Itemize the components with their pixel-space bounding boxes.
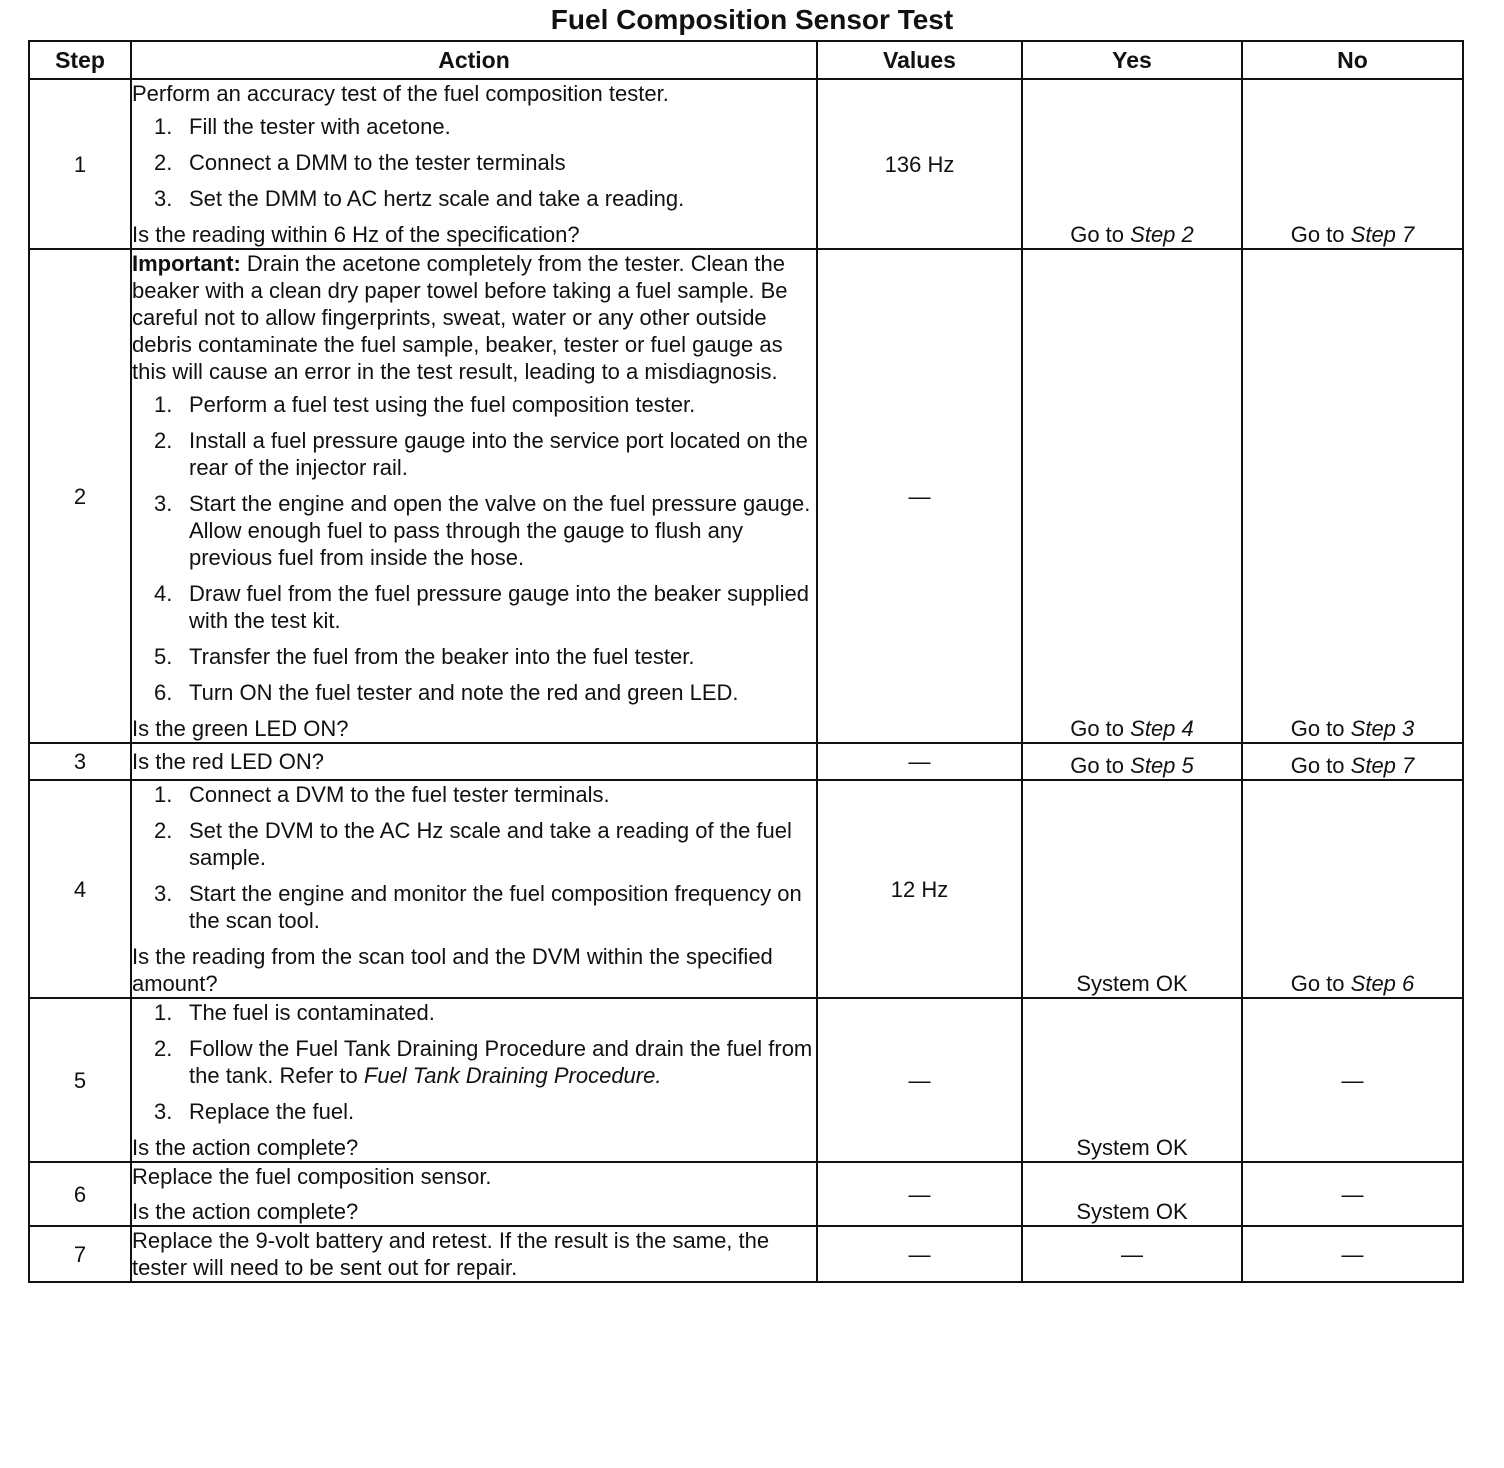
- list-item: 2. Install a fuel pressure gauge into the service port located on the rear of the injector rail.: [154, 428, 808, 480]
- table-row: [29, 743, 1463, 780]
- no-cell: —: [1242, 1226, 1463, 1282]
- step-link: Step 7: [1350, 753, 1415, 778]
- action-question: Is the reading from the scan tool and the DVM within the specified amount?: [132, 944, 773, 996]
- step-number: 1: [29, 79, 131, 249]
- yes-cell[interactable]: System OK: [1022, 780, 1242, 998]
- list-item: 3. Start the engine and monitor the fuel composition frequency on the scan tool.: [154, 881, 802, 933]
- action-list: [132, 781, 816, 934]
- list-item: 1. Fill the tester with acetone.: [154, 114, 451, 139]
- list-item: 5. Transfer the fuel from the beaker into the fuel tester.: [154, 644, 695, 669]
- value-cell: —: [817, 743, 1022, 780]
- step-link: Step 4: [1130, 716, 1194, 741]
- value-cell: —: [817, 1226, 1022, 1282]
- list-item: 2. Set the DVM to the AC Hz scale and take a reading of the fuel sample.: [154, 818, 792, 870]
- table-row: [29, 79, 1463, 249]
- value-cell: 12 Hz: [817, 780, 1022, 998]
- header-action: Action: [131, 41, 817, 79]
- no-cell: —: [1242, 998, 1463, 1162]
- action-question: Is the reading within 6 Hz of the specification?: [132, 222, 580, 247]
- no-cell[interactable]: Go to Step 7: [1242, 79, 1463, 249]
- list-item: 1. Connect a DVM to the fuel tester terminals.: [154, 782, 610, 807]
- action-question: Is the action complete?: [132, 1199, 359, 1224]
- list-item: 2. Connect a DMM to the tester terminals: [154, 150, 566, 175]
- step-link: Step 3: [1350, 716, 1415, 741]
- table-row: [29, 1226, 1463, 1282]
- no-cell[interactable]: Go to Step 3: [1242, 249, 1463, 743]
- action-intro: Replace the 9-volt battery and retest. If the result is the same, the tester will need to be sent out for repair.: [132, 1228, 770, 1280]
- important-note: Important: Drain the acetone completely from the tester. Clean the beaker with a clean dry paper towel before taking a fuel sample. Be careful not to allow fingerprints, sweat, water or any other outside debris contaminate the fuel sample, beaker, tester or fuel gauge as this will cause an error in the test result, leading to a misdiagnosis.: [132, 251, 788, 384]
- list-item: 3. Start the engine and open the valve on the fuel pressure gauge. Allow enough fuel to pass through the gauge to flush any previous fuel from inside the hose.: [154, 491, 811, 570]
- list-item: 2. Follow the Fuel Tank Draining Procedure and drain the fuel from the tank. Refer to Fuel Tank Draining Procedure.: [154, 1036, 813, 1088]
- diagnostic-table: [28, 40, 1464, 1283]
- action-cell: [131, 998, 817, 1162]
- no-cell[interactable]: Go to Step 6: [1242, 780, 1463, 998]
- list-item: 4. Draw fuel from the fuel pressure gauge into the beaker supplied with the test kit.: [154, 581, 810, 633]
- header-step: Step: [29, 41, 131, 79]
- step-number: 3: [29, 743, 131, 780]
- list-item: 3. Set the DMM to AC hertz scale and take a reading.: [154, 186, 685, 211]
- value-cell: 136 Hz: [817, 79, 1022, 249]
- step-link: Step 5: [1130, 753, 1194, 778]
- step-number: 7: [29, 1226, 131, 1282]
- list-item: 1. Perform a fuel test using the fuel composition tester.: [154, 392, 696, 417]
- value-cell: —: [817, 249, 1022, 743]
- step-number: 2: [29, 249, 131, 743]
- yes-cell[interactable]: System OK: [1022, 1162, 1242, 1226]
- table-row: [29, 998, 1463, 1162]
- action-cell: [131, 1162, 817, 1226]
- no-cell: —: [1242, 1162, 1463, 1226]
- action-question: Is the green LED ON?: [132, 716, 349, 741]
- table-row: [29, 780, 1463, 998]
- action-cell: [131, 743, 817, 780]
- yes-cell: —: [1022, 1226, 1242, 1282]
- action-list: [132, 391, 816, 706]
- action-cell: [131, 1226, 817, 1282]
- step-link: Step 6: [1350, 971, 1415, 996]
- no-cell[interactable]: Go to Step 7: [1242, 743, 1463, 780]
- action-question: Is the action complete?: [132, 1135, 359, 1160]
- action-cell: [131, 780, 817, 998]
- action-intro: Replace the fuel composition sensor.: [132, 1164, 492, 1189]
- yes-cell[interactable]: Go to Step 5: [1022, 743, 1242, 780]
- action-intro: Perform an accuracy test of the fuel composition tester.: [132, 81, 669, 106]
- value-cell: —: [817, 998, 1022, 1162]
- document-title: Fuel Composition Sensor Test: [550, 4, 954, 35]
- step-link: Step 2: [1130, 222, 1194, 247]
- action-list: [132, 113, 816, 212]
- step-number: 4: [29, 780, 131, 998]
- step-number: 6: [29, 1162, 131, 1226]
- list-item: 6. Turn ON the fuel tester and note the red and green LED.: [154, 680, 739, 705]
- table-row: [29, 249, 1463, 743]
- yes-cell[interactable]: System OK: [1022, 998, 1242, 1162]
- header-yes: Yes: [1022, 41, 1242, 79]
- header-no: No: [1242, 41, 1463, 79]
- action-list: [132, 999, 816, 1125]
- header-row: [29, 41, 1463, 79]
- action-question: Is the red LED ON?: [132, 749, 324, 774]
- table-row: [29, 1162, 1463, 1226]
- yes-cell[interactable]: Go to Step 4: [1022, 249, 1242, 743]
- value-cell: —: [817, 1162, 1022, 1226]
- list-item: 1. The fuel is contaminated.: [154, 1000, 435, 1025]
- yes-cell[interactable]: Go to Step 2: [1022, 79, 1242, 249]
- step-number: 5: [29, 998, 131, 1162]
- step-link: Step 7: [1350, 222, 1415, 247]
- action-cell: [131, 79, 817, 249]
- list-item: 3. Replace the fuel.: [154, 1099, 355, 1124]
- procedure-reference: Fuel Tank Draining Procedure.: [363, 1063, 662, 1088]
- action-cell: [131, 249, 817, 743]
- header-values: Values: [817, 41, 1022, 79]
